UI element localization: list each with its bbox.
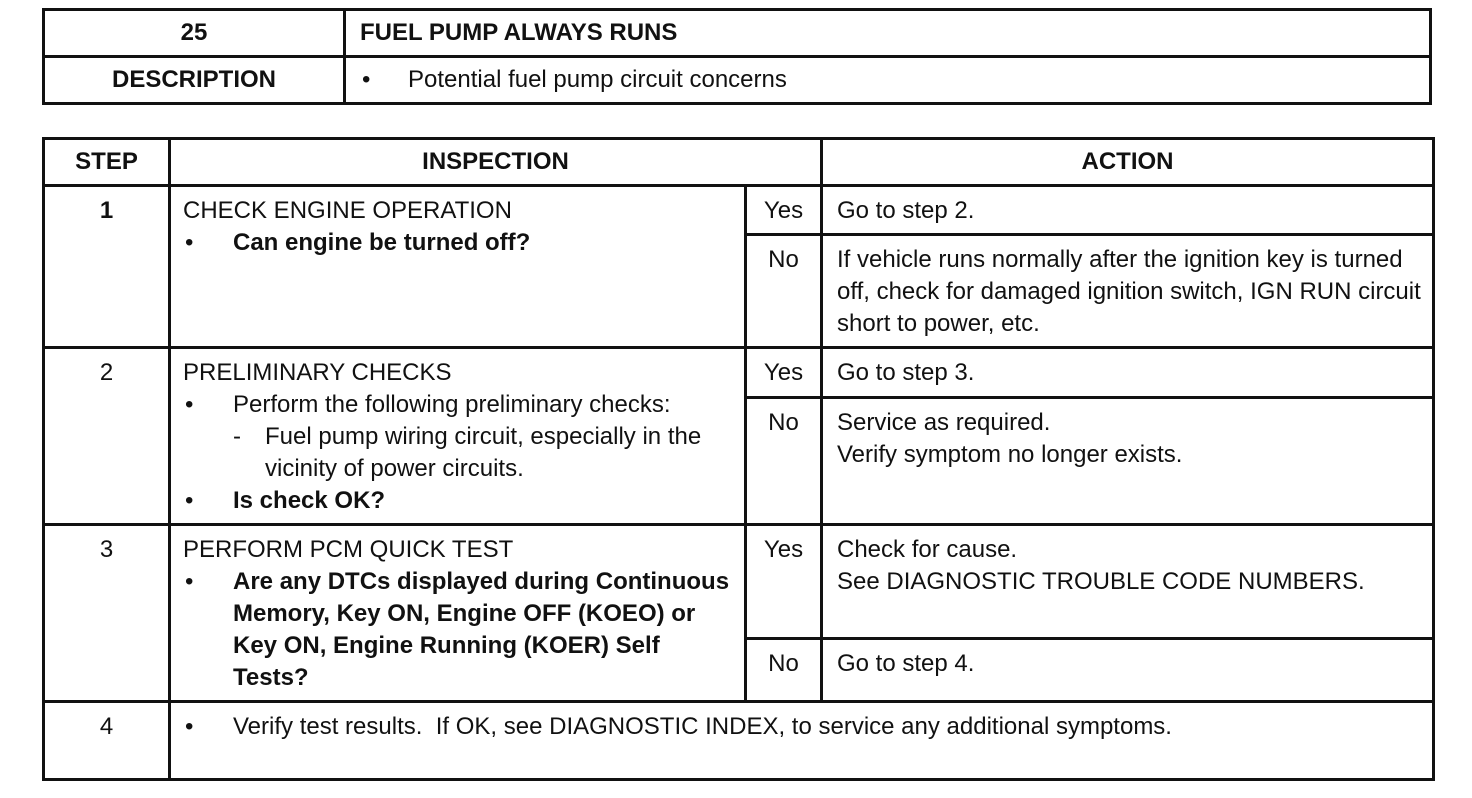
inspection-title: PRELIMINARY CHECKS (183, 359, 452, 386)
step-column-header: STEP (44, 139, 170, 186)
inspection-column-header: INSPECTION (170, 139, 822, 186)
procedure-number: 25 (44, 10, 345, 57)
no-action: If vehicle runs normally after the ignition key is turned off, check for damaged ignition switch, IGN RUN circuit short to power, etc. (822, 235, 1434, 348)
inspection-cell (170, 525, 746, 702)
table-row (44, 348, 1434, 398)
no-label: No (746, 235, 822, 348)
yes-action-line: Check for cause. (837, 536, 1018, 563)
bullet-icon: • (185, 568, 194, 595)
inspection-bullet: • Verify test results. If OK, see DIAGNOSTIC INDEX, to service any additional symptoms. (183, 711, 1422, 743)
procedure-title: FUEL PUMP ALWAYS RUNS (345, 10, 1431, 57)
table-row (44, 525, 1434, 639)
step-number: 2 (44, 348, 170, 525)
action-column-header: ACTION (822, 139, 1434, 186)
no-action-line: Service as required. (837, 408, 1051, 436)
step-number: 1 (44, 186, 170, 348)
yes-action-line: See DIAGNOSTIC TROUBLE CODE NUMBERS. (837, 568, 1365, 595)
inspection-bullet: • Perform the following preliminary checks: (183, 389, 734, 421)
no-action-line: Verify symptom no longer exists. (837, 440, 1183, 468)
yes-label: Yes (746, 186, 822, 235)
yes-label: Yes (746, 348, 822, 398)
inspection-cell (170, 702, 1434, 780)
inspection-question: • Is check OK? (183, 485, 734, 517)
inspection-title: CHECK ENGINE OPERATION (183, 197, 512, 224)
yes-label: Yes (746, 525, 822, 639)
inspection-title: PERFORM PCM QUICK TEST (183, 536, 514, 563)
inspection-question: • Can engine be turned off? (183, 227, 734, 259)
no-action (822, 397, 1434, 524)
no-label: No (746, 638, 822, 701)
yes-action (822, 525, 1434, 639)
table-header-row (44, 139, 1434, 186)
step-number: 3 (44, 525, 170, 702)
bullet-icon: • (185, 487, 194, 514)
inspection-question: • Are any DTCs displayed during Continuous Memory, Key ON, Engine OFF (KOEO) or Key ON, Engine Running (KOER) Self Tests? (183, 566, 734, 694)
inspection-cell (170, 186, 746, 348)
table-row (44, 186, 1434, 235)
header-table (42, 8, 1432, 105)
bullet-icon: • (185, 391, 194, 418)
no-label: No (746, 397, 822, 524)
inspection-cell (170, 348, 746, 525)
description-text: Potential fuel pump circuit concerns (408, 66, 787, 93)
yes-action: Go to step 3. (822, 348, 1434, 398)
yes-action: Go to step 2. (822, 186, 1434, 235)
diagnostic-table (42, 137, 1435, 781)
bullet-icon: • (185, 229, 194, 256)
description-cell (345, 57, 1431, 104)
description-label: DESCRIPTION (44, 57, 345, 104)
step-number: 4 (44, 702, 170, 780)
no-action: Go to step 4. (822, 638, 1434, 701)
dash-icon: - (233, 423, 241, 450)
bullet-icon: • (362, 66, 371, 93)
inspection-sub-item: - Fuel pump wiring circuit, especially in the vicinity of power circuits. (233, 421, 734, 485)
bullet-icon: • (185, 713, 194, 740)
table-row (44, 702, 1434, 780)
